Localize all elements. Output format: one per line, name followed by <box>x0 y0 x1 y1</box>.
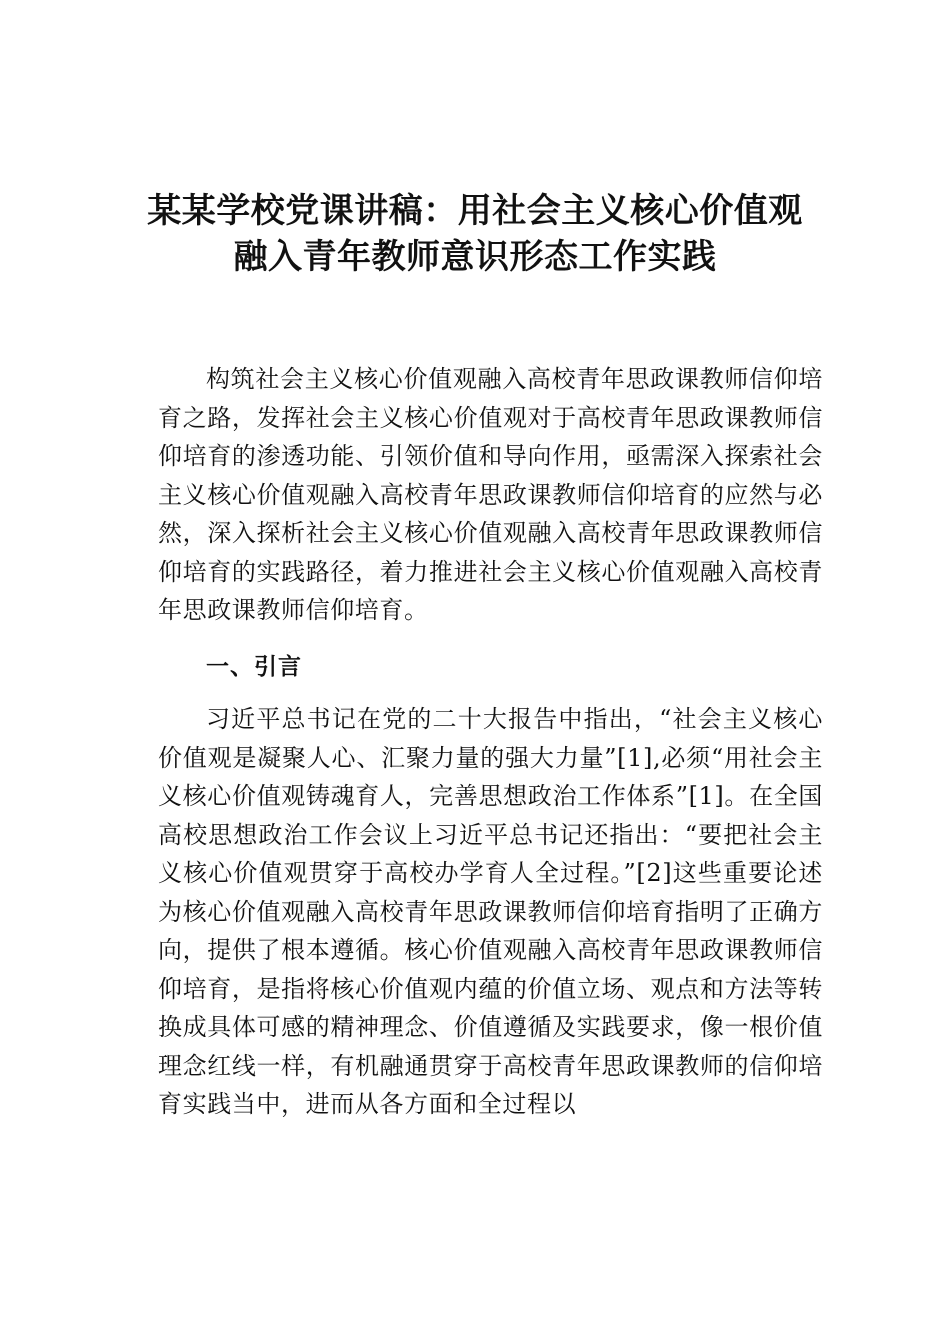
title-line-2: 融入青年教师意识形态工作实践 <box>233 237 717 277</box>
section-heading-introduction: 一、引言 <box>206 654 302 680</box>
document-title <box>120 188 830 280</box>
title-line-1: 某某学校党课讲稿：用社会主义核心价值观 <box>147 191 803 231</box>
body-paragraph: 习近平总书记在党的二十大报告中指出，“社会主义核心价值观是凝聚人心、汇聚力量的强大力量”[1],必须“用社会主义核心价值观铸魂育人，完善思想政治工作体系”[1]。在全国高校思想政治工作会议上习近平总书记还指出：“要把社会主义核心价值观贯穿于高校办学育人全过程。”[2]这些重要论述为核心价值观融入高校青年思政课教师信仰培育指明了正确方向，提供了根本遵循。核心价值观融入高校青年思政课教师信仰培育，是指将核心价值观内蕴的价值立场、观点和方法等转换成具体可感的精神理念、价值遵循及实践要求，像一根价值理念红线一样，有机融通贯穿于高校青年思政课教师的信仰培育实践当中，进而从各方面和全过程以 <box>158 705 823 1118</box>
intro-paragraph: 构筑社会主义核心价值观融入高校青年思政课教师信仰培育之路，发挥社会主义核心价值观对于高校青年思政课教师信仰培育的渗透功能、引领价值和导向作用，亟需深入探索社会主义核心价值观融入高校青年思政课教师信仰培育的应然与必然，深入探析社会主义核心价值观融入高校青年思政课教师信仰培育的实践路径，着力推进社会主义核心价值观融入高校青年思政课教师信仰培育。 <box>158 365 823 624</box>
